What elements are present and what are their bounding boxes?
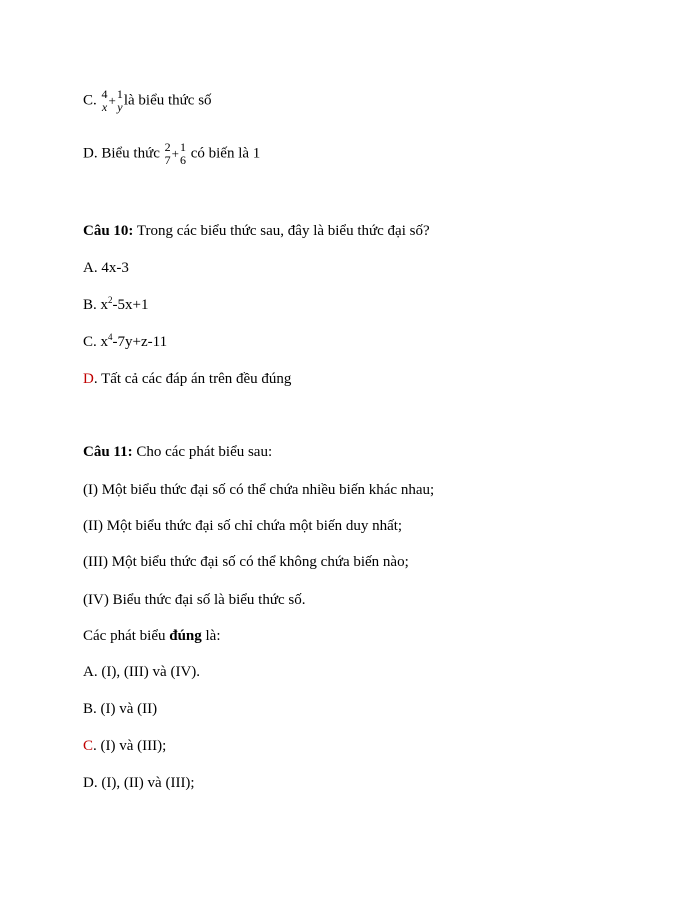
statement-text: (IV) Biểu thức đại số là biểu thức số.	[83, 592, 306, 608]
fraction	[180, 141, 186, 167]
fraction-numerator: 1	[179, 140, 186, 154]
fraction-denominator: 7	[164, 153, 171, 167]
option-text: B. (I) và (II)	[83, 701, 158, 717]
option-text: A. 4x-3	[83, 260, 129, 276]
option-text: là biểu thức số	[123, 92, 212, 109]
prompt-emphasis: đúng	[169, 628, 202, 644]
question-text: Cho các phát biểu sau:	[132, 444, 273, 460]
option-text: có biến là 1	[190, 145, 261, 162]
prompt-text: Các phát biểu	[83, 628, 170, 644]
statement-text: (I) Một biểu thức đại số có thể chứa nhiều biến khác nhau;	[83, 482, 435, 498]
fraction-numerator: 2	[164, 140, 171, 154]
question-prompt	[83, 626, 221, 646]
statement-2	[83, 516, 402, 536]
exponent: 4	[108, 332, 113, 342]
option-d-prev	[83, 141, 260, 167]
option-text: C. x	[83, 334, 109, 350]
q10-option-c	[83, 332, 167, 352]
fraction-numerator: 1	[116, 87, 123, 101]
q11-option-c	[83, 736, 166, 756]
option-text: . (I) và (III);	[93, 738, 167, 754]
question-11-heading	[83, 442, 272, 462]
statement-text: (III) Một biểu thức đại số có thể không chứa biến nào;	[83, 554, 409, 570]
fraction-denominator: y	[117, 100, 123, 114]
option-text: D. (I), (II) và (III);	[83, 775, 195, 791]
option-text: . Tất cả các đáp án trên đều đúng	[93, 371, 292, 387]
plus-sign: +	[108, 93, 116, 108]
q10-option-b	[83, 295, 148, 315]
fraction-denominator: 6	[179, 153, 186, 167]
fraction-denominator: x	[101, 100, 108, 114]
option-label: D. Biểu thức	[83, 145, 160, 162]
correct-answer-letter: D	[83, 371, 94, 387]
statement-4	[83, 590, 305, 610]
option-text: A. (I), (III) và (IV).	[83, 664, 201, 680]
prompt-text: là:	[201, 628, 221, 644]
plus-sign: +	[171, 146, 179, 161]
question-number: Câu 10:	[83, 223, 134, 239]
q11-option-a	[83, 662, 200, 682]
option-text: -7y+z-11	[112, 334, 168, 350]
option-text: B. x	[83, 297, 109, 313]
correct-answer-letter: C	[83, 738, 94, 754]
question-number: Câu 11:	[83, 444, 133, 460]
q10-option-d	[83, 369, 291, 389]
option-c-prev	[83, 88, 212, 114]
exponent: 2	[108, 295, 113, 305]
question-10-heading	[83, 221, 430, 241]
question-text: Trong các biểu thức sau, đây là biểu thức đại số?	[133, 223, 430, 239]
q10-option-a	[83, 258, 129, 278]
fraction	[165, 141, 171, 167]
fraction	[102, 88, 108, 114]
q11-option-d	[83, 773, 195, 793]
option-text: -5x+1	[112, 297, 149, 313]
fraction	[117, 88, 123, 114]
statement-3	[83, 552, 409, 572]
fraction-numerator: 4	[101, 87, 108, 101]
statement-1	[83, 480, 434, 500]
q11-option-b	[83, 699, 157, 719]
option-label: C.	[83, 92, 97, 109]
statement-text: (II) Một biểu thức đại số chỉ chứa một biến duy nhất;	[83, 518, 403, 534]
